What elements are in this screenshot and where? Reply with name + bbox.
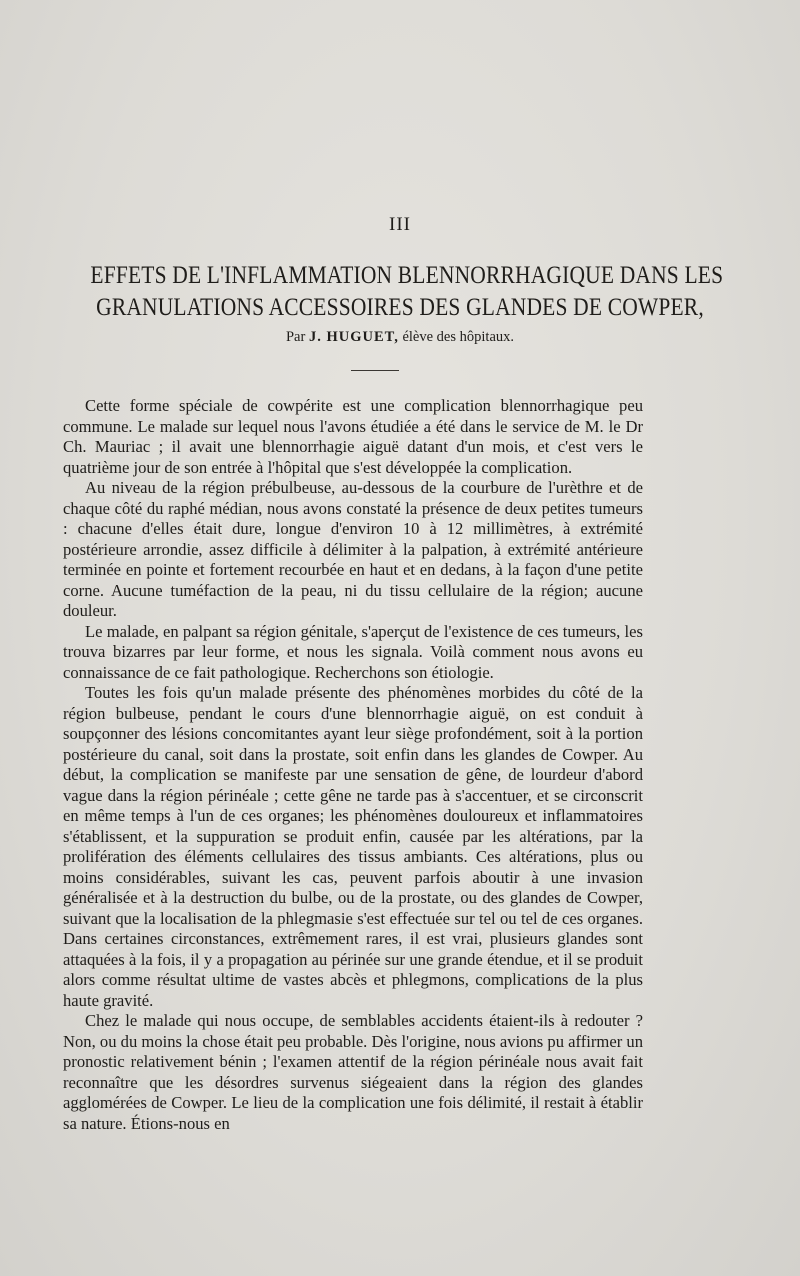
- chapter-number: III: [389, 214, 411, 235]
- paragraph-5: Chez le malade qui nous occupe, de semblables accidents étaient-ils à redouter ? Non, ou du moins la chose était peu probable. Dès l'origine, nous avions pu affirmer un pronostic relativement bénin ; l'examen attentif de la région périnéale nous avait fait reconnaître que les désordres survenus siégeaient dans la région des glandes agglomérées de Cowper. Le lieu de la complication une fois délimité, il restait à établir sa nature. Étions-nous en: [63, 1011, 643, 1133]
- article-title: [90, 260, 724, 324]
- byline-prefix: Par: [285, 329, 306, 345]
- author-role: élève des hôpitaux.: [402, 329, 515, 345]
- paragraph-2: Au niveau de la région prébulbeuse, au-dessous de la courbure de l'urèthre et de chaque côté du raphé médian, nous avons constaté la présence de deux petites tumeurs : chacune d'elles était dure, longue d'environ 10 à 12 millimètres, à extrémité postérieure arrondie, assez difficile à délimiter à la palpation, à extrémité antérieure terminée en pointe et fortement recourbée en haut et en dedans, à la façon d'une petite corne. Aucune tuméfaction de la peau, ni du tissu cellulaire de la région; aucune douleur.: [63, 478, 643, 620]
- title-line-1: EFFETS DE L'INFLAMMATION BLENNORRHAGIQUE DANS LES: [90, 262, 724, 289]
- article-body: [63, 396, 643, 1134]
- title-separator-rule: [351, 370, 399, 371]
- paragraph-3: Le malade, en palpant sa région génitale, s'aperçut de l'existence de ces tumeurs, les trouva bizarres par leur forme, et nous les signala. Voilà comment nous avons eu connaissance de ce fait pathologique. Recherchons son étiologie.: [63, 621, 643, 682]
- author-name: J. HUGUET,: [308, 329, 399, 345]
- paragraph-4: Toutes les fois qu'un malade présente des phénomènes morbides du côté de la région bulbeuse, pendant le cours d'une blennorrhagie aiguë, on est conduit à soupçonner des lésions concomitantes ayant leur siège profondément, soit à la portion postérieure du canal, soit dans la prostate, soit enfin dans les glandes de Cowper. Au début, la complication se manifeste par une sensation de gêne, de lourdeur d'abord vague dans la région périnéale ; cette gêne ne tarde pas à s'accentuer, et se circonscrit en même temps à l'un de ces organes; les phénomènes douloureux et inflammatoires s'établissent, et la suppuration se produit enfin, causée par les altérations, par la prolifération des éléments cellulaires des tissus ambiants. Ces altérations, plus ou moins considérables, suivant les cas, peuvent parfois aboutir à une invasion généralisée et à la destruction du bulbe, ou de la prostate, ou des glandes de Cowper, suivant que la localisation de la phlegmasie s'est effectuée sur tel ou tel de ces organes. Dans certaines circonstances, extrêmement rares, il est vrai, plusieurs glandes sont attaquées à la fois, il y a propagation au périnée sur une grande étendue, et il se produit alors comme résultat ultime de vastes abcès et phlegmons, complications de la plus haute gravité.: [63, 683, 643, 1010]
- byline: [0, 329, 800, 346]
- paragraph-1: Cette forme spéciale de cowpérite est une complication blennorrhagique peu commune. Le malade sur lequel nous l'avons étudiée a été dans le service de M. le Dr Ch. Mauriac ; il avait une blennorrhagie aiguë datant d'un mois, et c'est vers le quatrième jour de son entrée à l'hôpital que s'est développée la complication.: [63, 396, 643, 477]
- title-line-2: GRANULATIONS ACCESSOIRES DES GLANDES DE COWPER,: [96, 294, 704, 321]
